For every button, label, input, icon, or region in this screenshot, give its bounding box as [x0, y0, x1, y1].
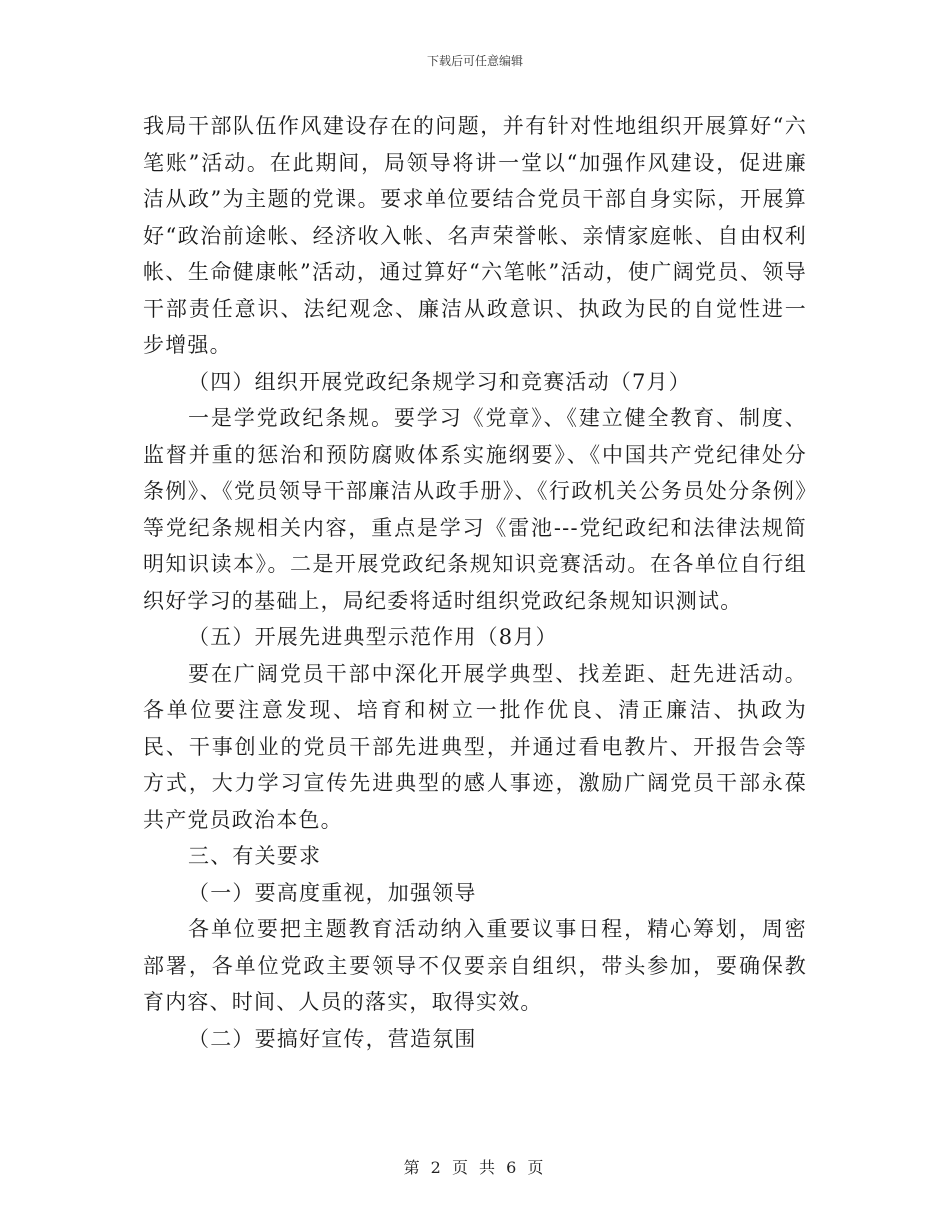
subsection-heading-2: （二）要搞好宣传，营造氛围 [188, 1026, 477, 1051]
subsection-heading-1: （一）要高度重视，加强领导 [188, 880, 477, 905]
paragraph-study-rules: 一是学党政纪条规。要学习《党章》、《建立健全教育、制度、监督并重的惩治和预防腐败体系实施纲要》、《中国共产党纪律处分条例》、《党员领导干部廉洁从政手册》、《行政机关公务员处分条例》等党纪条规相关内容，重点是学习《雷池---党纪政纪和法律法规简明知识读本》。二是开展党政纪条规知识竞赛活动。在各单位自行组织好学习的基础上，局纪委将适时组织党政纪条规知识测试。 [143, 406, 807, 613]
paragraph-continuation: 我局干部队伍作风建设存在的问题，并有针对性地组织开展算好“六笔账”活动。在此期间，局领导将讲一堂以“加强作风建设，促进廉洁从政”为主题的党课。要求单位要结合党员干部自身实际，开展算好“政治前途帐、经济收入帐、名声荣誉帐、亲情家庭帐、自由权利帐、生命健康帐”活动，通过算好“六笔帐”活动，使广阔党员、领导干部责任意识、法纪观念、廉洁从政意识、执政为民的自觉性进一步增强。 [143, 114, 807, 357]
paragraph-agenda: 各单位要把主题教育活动纳入重要议事日程，精心筹划，周密部署，各单位党政主要领导不仅要亲自组织，带头参加，要确保教育内容、时间、人员的落实，取得实效。 [143, 917, 807, 1014]
document-body [143, 108, 807, 1057]
page-header: 下载后可任意编辑 [426, 54, 523, 68]
section-heading-5: （五）开展先进典型示范作用（8月） [188, 625, 558, 649]
section-heading-requirements: 三、有关要求 [188, 844, 322, 868]
section-heading-4: （四）组织开展党政纪条规学习和竞赛活动（7月） [188, 369, 691, 394]
paragraph-models: 要在广阔党员干部中深化开展学典型、找差距、赶先进活动。各单位要注意发现、培育和树立一批作优良、清正廉洁、执政为民、干事创业的党员干部先进典型，并通过看电教片、开报告会等方式，大力学习宣传先进典型的感人事迹，激励广阔党员干部永葆共产党员政治本色。 [143, 661, 807, 832]
page-number-footer: 第 2 页 共 6 页 [403, 1158, 547, 1177]
